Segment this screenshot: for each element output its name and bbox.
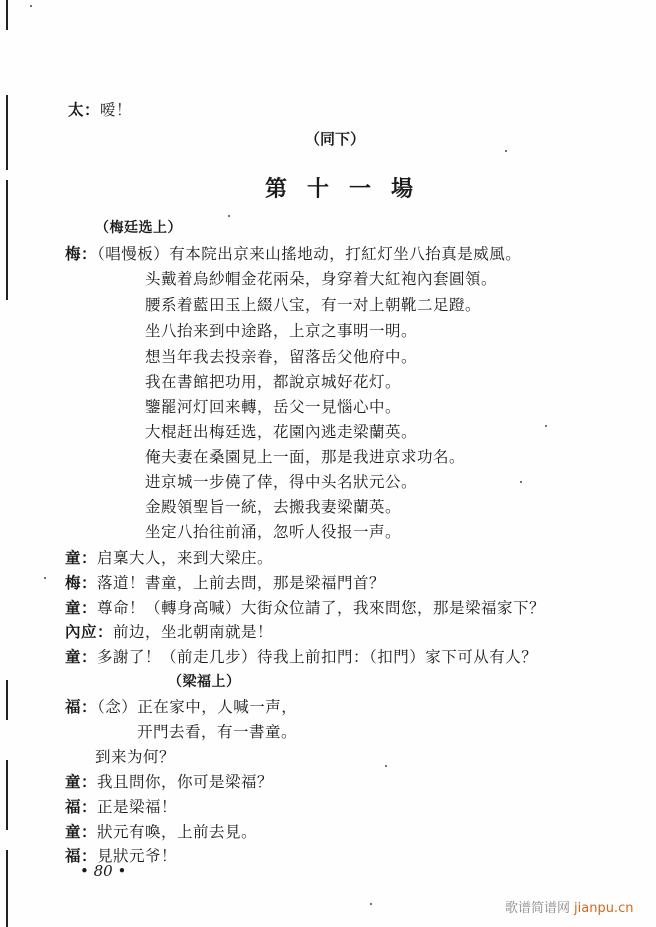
scan-speck (30, 5, 32, 7)
speaker-label: 福： (65, 697, 98, 716)
dialogue-line (65, 622, 273, 642)
dialogue-line (65, 548, 273, 568)
watermark-url: jianpu.cn (574, 901, 634, 916)
dialogue-line (65, 822, 257, 842)
stage-direction-exit: （同下） (305, 130, 366, 148)
scene-title: 第十一場 (265, 176, 434, 202)
line-text: 我且問你，你可是梁福？ (97, 773, 274, 791)
scan-speck (385, 765, 387, 767)
line-text: 見狀元爷！ (97, 847, 178, 865)
speaker-label: 童： (65, 822, 98, 841)
line-text: 尊命！（轉身高喊）大街众位請了，我來問您，那是梁福家下？ (97, 599, 546, 617)
dialogue-line (65, 797, 177, 817)
speaker-label: 童： (65, 548, 98, 567)
line-text: 启稟大人，来到大梁庄。 (97, 549, 274, 567)
line-text: （唱慢板）有本院出京来山搖地动，打紅灯坐八抬真是威風。 (97, 245, 522, 263)
line-text: 多謝了！（前走几步）待我上前扣門：（扣門）家下可从有人？ (97, 648, 538, 666)
speaker-label: 童： (65, 772, 98, 791)
speaker-label: 梅： (65, 244, 98, 263)
dialogue-line (65, 598, 545, 618)
watermark-site-name: 歌谱简谱网 (505, 901, 571, 916)
verse-line: 大棍赶出梅廷选，花園內逃走梁蘭英。 (145, 423, 418, 441)
speaker-label: 太： (68, 100, 101, 119)
scan-speck (520, 481, 522, 483)
line-text: （念）正在家中，人喊一声， (97, 698, 298, 716)
line-text: 正是梁福！ (97, 798, 178, 816)
dialogue-line (65, 697, 297, 717)
stage-direction-entrance-2: （梁福上） (168, 674, 241, 690)
line-text: 前边，坐北朝南就是！ (113, 623, 274, 641)
verse-line: 头戴着烏紗帽金花兩朵，身穿着大紅袍內套圓領。 (145, 270, 498, 288)
stage-direction-entrance: （梅廷选上） (95, 220, 182, 236)
scan-speck (505, 150, 507, 152)
line-text: 狀元有喚，上前去見。 (97, 823, 258, 841)
binding-edge (6, 0, 9, 927)
scan-speck (370, 903, 372, 905)
verse-line: 腰系着藍田玉上綴八宝，有一对上朝靴二足蹬。 (145, 296, 482, 314)
scan-speck (545, 425, 547, 427)
verse-line: 进京城一步僥了倖，得中头名狀元公。 (145, 473, 418, 491)
dialogue-line-opening (68, 100, 132, 120)
verse-line: 我在書館把功用，都說京城好花灯。 (145, 373, 402, 391)
scan-speck (228, 215, 230, 217)
dialogue-line (65, 647, 537, 667)
page-number: • 80 • (80, 862, 127, 880)
speaker-label: 福： (65, 846, 98, 865)
speaker-label: 內应： (65, 622, 114, 641)
speaker-label: 童： (65, 647, 98, 666)
dialogue-line (65, 573, 385, 593)
verse-line: 鑒罷河灯回来轉，岳父一見惱心中。 (145, 398, 402, 416)
speaker-label: 童： (65, 598, 98, 617)
verse-line: 坐八抬来到中途路，上京之事明一明。 (145, 322, 418, 340)
watermark (505, 897, 633, 916)
scan-speck (44, 577, 46, 579)
line-text: 落道！書童，上前去問，那是梁福門首？ (97, 574, 386, 592)
speaker-label: 福： (65, 797, 98, 816)
verse-line: 开門去看，有一書童。 (137, 723, 298, 741)
verse-line: 俺夫妻在桑園見上一面，那是我进京求功名。 (145, 448, 466, 466)
verse-line: 到来为何？ (95, 748, 176, 766)
verse-line: 金殿領聖旨一統，去搬我妻梁蘭英。 (145, 498, 402, 516)
dialogue-line (65, 772, 273, 792)
line-text: 嗳！ (100, 101, 133, 119)
verse-line: 坐定八抬往前涌，忽听人役报一声。 (145, 523, 402, 541)
speaker-label: 梅： (65, 573, 98, 592)
verse-line: 想当年我去投亲眷，留落岳父他府中。 (145, 348, 418, 366)
dialogue-line (65, 244, 521, 264)
